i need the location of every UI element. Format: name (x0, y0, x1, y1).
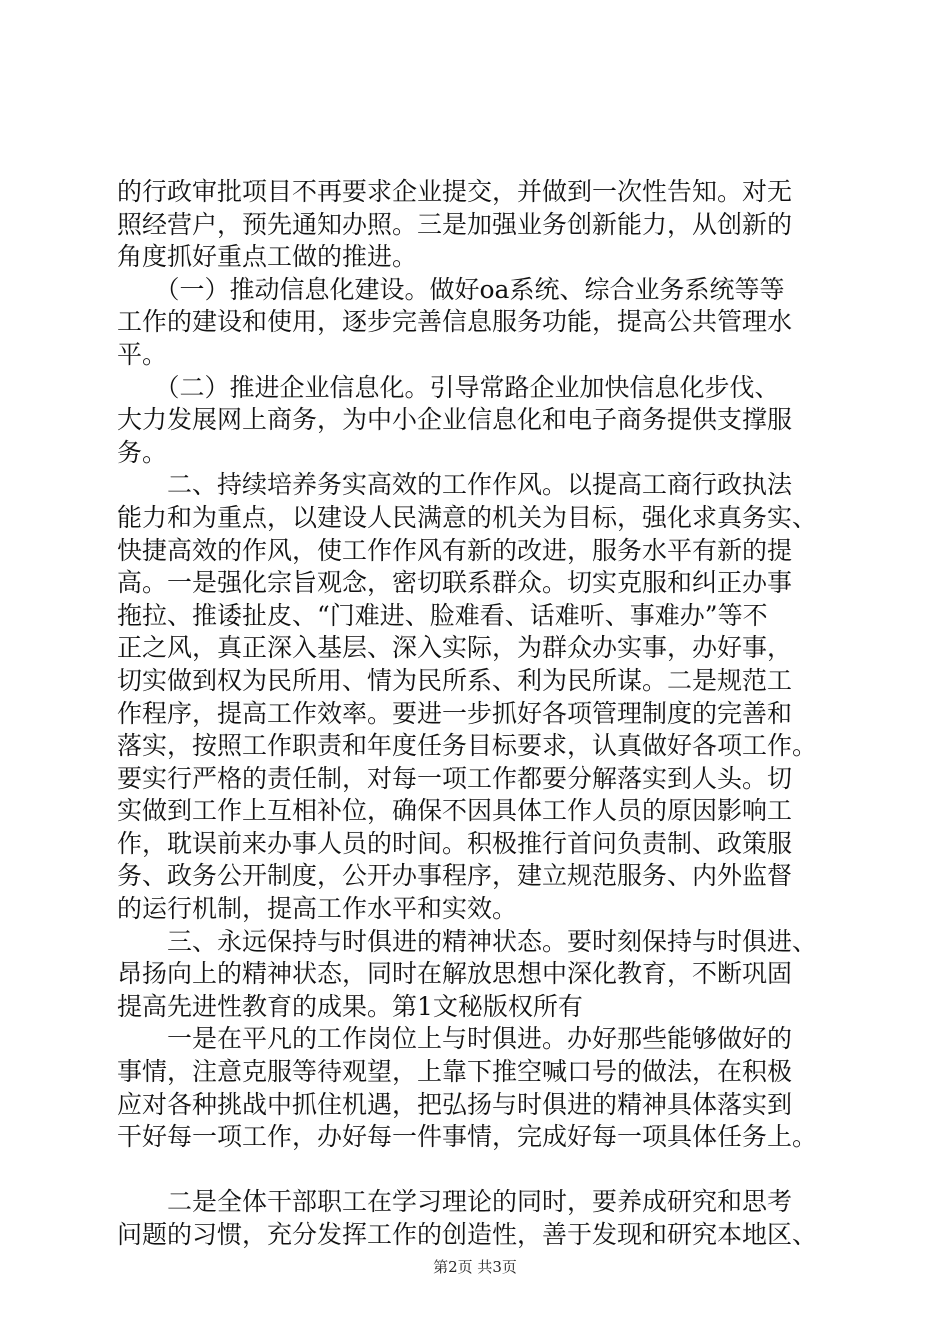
text-line: 切实做到权为民所用、情为民所系、利为民所谋。二是规范工 (117, 665, 793, 695)
text-line: 干好每一项工作，办好每一件事情，完成好每一项具体任务上。 (117, 1122, 818, 1152)
text-line: 问题的习惯，充分发挥工作的创造性，善于发现和研究本地区、 (117, 1220, 818, 1249)
document-body (117, 176, 837, 1252)
text-line: 大力发展网上商务，为中小企业信息化和电子商务提供支撑服 (117, 405, 793, 435)
text-line: 能力和为重点，以建设人民满意的机关为目标，强化求真务实、 (117, 502, 818, 532)
text-line: 角度抓好重点工做的推进。 (117, 242, 418, 272)
text-line: 实做到工作上互相补位，确保不因具体工作人员的原因影响工 (117, 796, 793, 826)
text-line: 高。一是强化宗旨观念，密切联系群众。切实克服和纠正办事 (117, 568, 793, 598)
text-line: 二、持续培养务实高效的工作作风。以提高工商行政执法 (117, 470, 793, 500)
blank-line (117, 1154, 837, 1187)
text-line: 照经营户，预先通知办照。三是加强业务创新能力，从创新的 (117, 209, 793, 239)
text-line: 正之风，真正深入基层、深入实际，为群众办实事，办好事， (117, 633, 793, 663)
text-line: 务、政务公开制度，公开办事程序，建立规范服务、内外监督 (117, 861, 793, 891)
page-footer: 第2页 共3页 (433, 1258, 517, 1276)
text-line: 平。 (117, 339, 168, 369)
text-line: 要实行严格的责任制，对每一项工作都要分解落实到人头。切 (117, 763, 793, 793)
text-line: 拖拉、推诿扯皮、“门难进、脸难看、话难听、事难办”等不 (117, 600, 768, 630)
text-line: 二是全体干部职工在学习理论的同时，要养成研究和思考 (117, 1187, 793, 1217)
text-line: 务。 (117, 437, 168, 467)
text-line: 工作的建设和使用，逐步完善信息服务功能，提高公共管理水 (117, 307, 793, 337)
text-line: 快捷高效的作风，使工作作风有新的改进，服务水平有新的提 (117, 535, 793, 565)
text-line: 应对各种挑战中抓住机遇，把弘扬与时俱进的精神具体落实到 (117, 1089, 793, 1119)
text-line: （二）推进企业信息化。引导常路企业加快信息化步伐、 (117, 372, 780, 402)
text-line: 三、永远保持与时俱进的精神状态。要时刻保持与时俱进、 (117, 926, 818, 956)
text-line: 的行政审批项目不再要求企业提交，并做到一次性告知。对无 (117, 177, 793, 206)
text-line: 提高先进性教育的成果。第1文秘版权所有 (117, 991, 583, 1021)
text-line: 一是在平凡的工作岗位上与时俱进。办好那些能够做好的 (117, 1024, 793, 1054)
text-line: 落实，按照工作职责和年度任务目标要求，认真做好各项工作。 (117, 731, 818, 761)
text-line: 昂扬向上的精神状态，同时在解放思想中深化教育，不断巩固 (117, 959, 793, 989)
text-line: 作程序，提高工作效率。要进一步抓好各项管理制度的完善和 (117, 698, 793, 728)
text-line: （一）推动信息化建设。做好oa系统、综合业务系统等等 (117, 274, 785, 304)
text-line: 作，耽误前来办事人员的时间。积极推行首问负责制、政策服 (117, 828, 793, 858)
text-line: 事情，注意克服等待观望，上靠下推空喊口号的做法，在积极 (117, 1057, 793, 1087)
text-line: 的运行机制，提高工作水平和实效。 (117, 894, 518, 924)
